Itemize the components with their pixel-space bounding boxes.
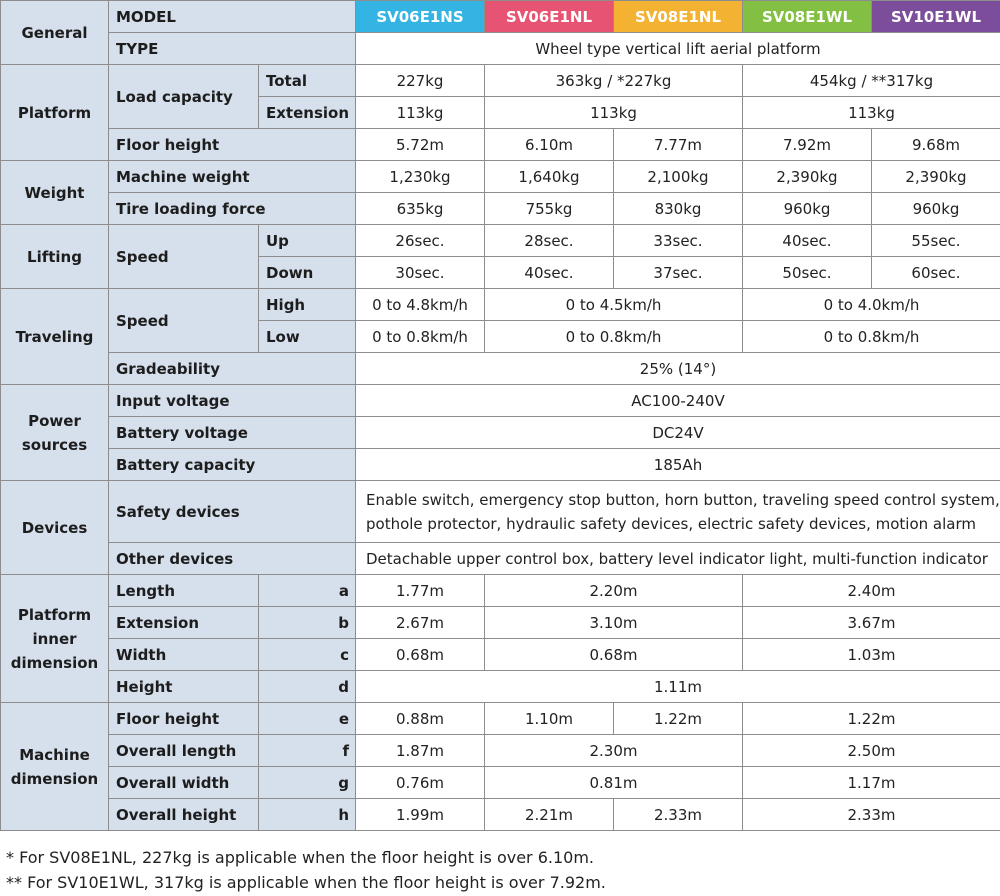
table-cell: 960kg <box>872 193 1000 225</box>
battery-voltage-row <box>1 417 1000 449</box>
table-cell: 3.10m <box>485 607 743 639</box>
inner-height-row <box>1 671 1000 703</box>
inner-extension-label: Extension <box>109 607 259 639</box>
table-cell: 635kg <box>356 193 485 225</box>
input-voltage-row <box>1 385 1000 417</box>
group-machine-dimension: Machine dimension <box>1 703 109 831</box>
table-cell: 1.10m <box>485 703 614 735</box>
type-row <box>1 33 1000 65</box>
table-cell: 1.77m <box>356 575 485 607</box>
table-cell: 1.03m <box>743 639 1000 671</box>
key-g: g <box>259 767 356 799</box>
table-cell: 9.68m <box>872 129 1000 161</box>
inner-height-label: Height <box>109 671 259 703</box>
other-devices-row <box>1 543 1000 575</box>
model-label: MODEL <box>109 1 356 33</box>
table-cell: DC24V <box>356 417 1000 449</box>
table-cell: 960kg <box>743 193 872 225</box>
battery-voltage-label: Battery voltage <box>109 417 356 449</box>
table-cell: 0 to 4.8km/h <box>356 289 485 321</box>
high-label: High <box>259 289 356 321</box>
safety-devices-line: pothole protector, hydraulic safety devices, electric safety devices, motion alarm <box>366 514 976 533</box>
table-cell: 363kg / *227kg <box>485 65 743 97</box>
model-sv08e1wl: SV08E1WL <box>743 1 872 33</box>
group-platform-inner-dimension: Platform inner dimension <box>1 575 109 703</box>
type-label: TYPE <box>109 33 356 65</box>
table-cell: 7.92m <box>743 129 872 161</box>
group-weight: Weight <box>1 161 109 225</box>
other-devices-value: Detachable upper control box, battery level indicator light, multi-function indicator <box>356 543 1000 575</box>
footnotes <box>0 845 1000 895</box>
type-value: Wheel type vertical lift aerial platform <box>356 33 1000 65</box>
inner-length-row <box>1 575 1000 607</box>
overall-width-row <box>1 767 1000 799</box>
model-sv08e1nl: SV08E1NL <box>614 1 743 33</box>
table-cell: 0 to 0.8km/h <box>485 321 743 353</box>
gradeability-row <box>1 353 1000 385</box>
table-cell: 1.22m <box>614 703 743 735</box>
machine-floor-height-row <box>1 703 1000 735</box>
table-cell: 55sec. <box>872 225 1000 257</box>
inner-width-label: Width <box>109 639 259 671</box>
key-h: h <box>259 799 356 831</box>
table-cell: 0.68m <box>356 639 485 671</box>
table-cell: 1.17m <box>743 767 1000 799</box>
traveling-high-row <box>1 289 1000 321</box>
load-total-row <box>1 65 1000 97</box>
low-label: Low <box>259 321 356 353</box>
table-cell: 2.33m <box>614 799 743 831</box>
table-cell: 37sec. <box>614 257 743 289</box>
table-cell: 50sec. <box>743 257 872 289</box>
table-cell: 454kg / **317kg <box>743 65 1000 97</box>
table-cell: 830kg <box>614 193 743 225</box>
table-cell: 26sec. <box>356 225 485 257</box>
table-cell: 113kg <box>356 97 485 129</box>
tire-loading-label: Tire loading force <box>109 193 356 225</box>
table-cell: 33sec. <box>614 225 743 257</box>
table-cell: 113kg <box>485 97 743 129</box>
table-cell: 1.11m <box>356 671 1000 703</box>
table-cell: 113kg <box>743 97 1000 129</box>
table-cell: 2.40m <box>743 575 1000 607</box>
table-cell: 2.20m <box>485 575 743 607</box>
safety-devices-line: Enable switch, emergency stop button, horn button, traveling speed control system, <box>366 490 1000 509</box>
floor-height-row <box>1 129 1000 161</box>
table-cell: 0.81m <box>485 767 743 799</box>
table-cell: 2,100kg <box>614 161 743 193</box>
key-f: f <box>259 735 356 767</box>
battery-capacity-row <box>1 449 1000 481</box>
input-voltage-label: Input voltage <box>109 385 356 417</box>
inner-extension-row <box>1 607 1000 639</box>
key-d: d <box>259 671 356 703</box>
table-cell: 2.50m <box>743 735 1000 767</box>
safety-devices-value <box>356 481 1000 543</box>
table-cell: 1.22m <box>743 703 1000 735</box>
overall-width-label: Overall width <box>109 767 259 799</box>
gradeability-label: Gradeability <box>109 353 356 385</box>
table-cell: 5.72m <box>356 129 485 161</box>
table-cell: 0.76m <box>356 767 485 799</box>
floor-height-label: Floor height <box>109 129 356 161</box>
table-cell: 7.77m <box>614 129 743 161</box>
table-cell: 30sec. <box>356 257 485 289</box>
group-lifting: Lifting <box>1 225 109 289</box>
table-cell: 1,230kg <box>356 161 485 193</box>
total-label: Total <box>259 65 356 97</box>
table-cell: 0 to 4.0km/h <box>743 289 1000 321</box>
table-cell: 28sec. <box>485 225 614 257</box>
table-cell: 40sec. <box>743 225 872 257</box>
table-cell: 2,390kg <box>872 161 1000 193</box>
group-traveling: Traveling <box>1 289 109 385</box>
table-cell: AC100-240V <box>356 385 1000 417</box>
table-cell: 0 to 4.5km/h <box>485 289 743 321</box>
table-cell: 227kg <box>356 65 485 97</box>
table-cell: 1.87m <box>356 735 485 767</box>
safety-devices-label: Safety devices <box>109 481 356 543</box>
safety-devices-row <box>1 481 1000 543</box>
model-sv10e1wl: SV10E1WL <box>872 1 1000 33</box>
model-sv06e1ns: SV06E1NS <box>356 1 485 33</box>
group-platform: Platform <box>1 65 109 161</box>
model-sv06e1nl: SV06E1NL <box>485 1 614 33</box>
table-cell: 3.67m <box>743 607 1000 639</box>
table-cell: 0 to 0.8km/h <box>356 321 485 353</box>
traveling-speed-label: Speed <box>109 289 259 353</box>
battery-capacity-label: Battery capacity <box>109 449 356 481</box>
table-cell: 6.10m <box>485 129 614 161</box>
overall-length-label: Overall length <box>109 735 259 767</box>
load-capacity-label: Load capacity <box>109 65 259 129</box>
key-b: b <box>259 607 356 639</box>
model-row <box>1 1 1000 33</box>
table-cell: 40sec. <box>485 257 614 289</box>
table-cell: 0 to 0.8km/h <box>743 321 1000 353</box>
overall-height-row <box>1 799 1000 831</box>
tire-loading-row <box>1 193 1000 225</box>
machine-weight-label: Machine weight <box>109 161 356 193</box>
group-devices: Devices <box>1 481 109 575</box>
key-e: e <box>259 703 356 735</box>
key-a: a <box>259 575 356 607</box>
table-cell: 755kg <box>485 193 614 225</box>
machine-weight-row <box>1 161 1000 193</box>
table-cell: 0.68m <box>485 639 743 671</box>
table-cell: 60sec. <box>872 257 1000 289</box>
table-cell: 2.33m <box>743 799 1000 831</box>
overall-height-label: Overall height <box>109 799 259 831</box>
table-cell: 2.30m <box>485 735 743 767</box>
other-devices-label: Other devices <box>109 543 356 575</box>
table-cell: 25% (14°) <box>356 353 1000 385</box>
table-cell: 0.88m <box>356 703 485 735</box>
table-cell: 2.21m <box>485 799 614 831</box>
footnote-2: ** For SV10E1WL, 317kg is applicable when the floor height is over 7.92m. <box>6 873 606 892</box>
table-cell: 2.67m <box>356 607 485 639</box>
footnote-1: * For SV08E1NL, 227kg is applicable when the floor height is over 6.10m. <box>6 848 595 867</box>
inner-length-label: Length <box>109 575 259 607</box>
extension-label: Extension <box>259 97 356 129</box>
down-label: Down <box>259 257 356 289</box>
machine-floor-height-label: Floor height <box>109 703 259 735</box>
lifting-speed-label: Speed <box>109 225 259 289</box>
table-cell: 2,390kg <box>743 161 872 193</box>
lifting-up-row <box>1 225 1000 257</box>
table-cell: 1.99m <box>356 799 485 831</box>
key-c: c <box>259 639 356 671</box>
up-label: Up <box>259 225 356 257</box>
group-general: General <box>1 1 109 65</box>
overall-length-row <box>1 735 1000 767</box>
inner-width-row <box>1 639 1000 671</box>
group-power-sources: Power sources <box>1 385 109 481</box>
table-cell: 1,640kg <box>485 161 614 193</box>
table-cell: 185Ah <box>356 449 1000 481</box>
